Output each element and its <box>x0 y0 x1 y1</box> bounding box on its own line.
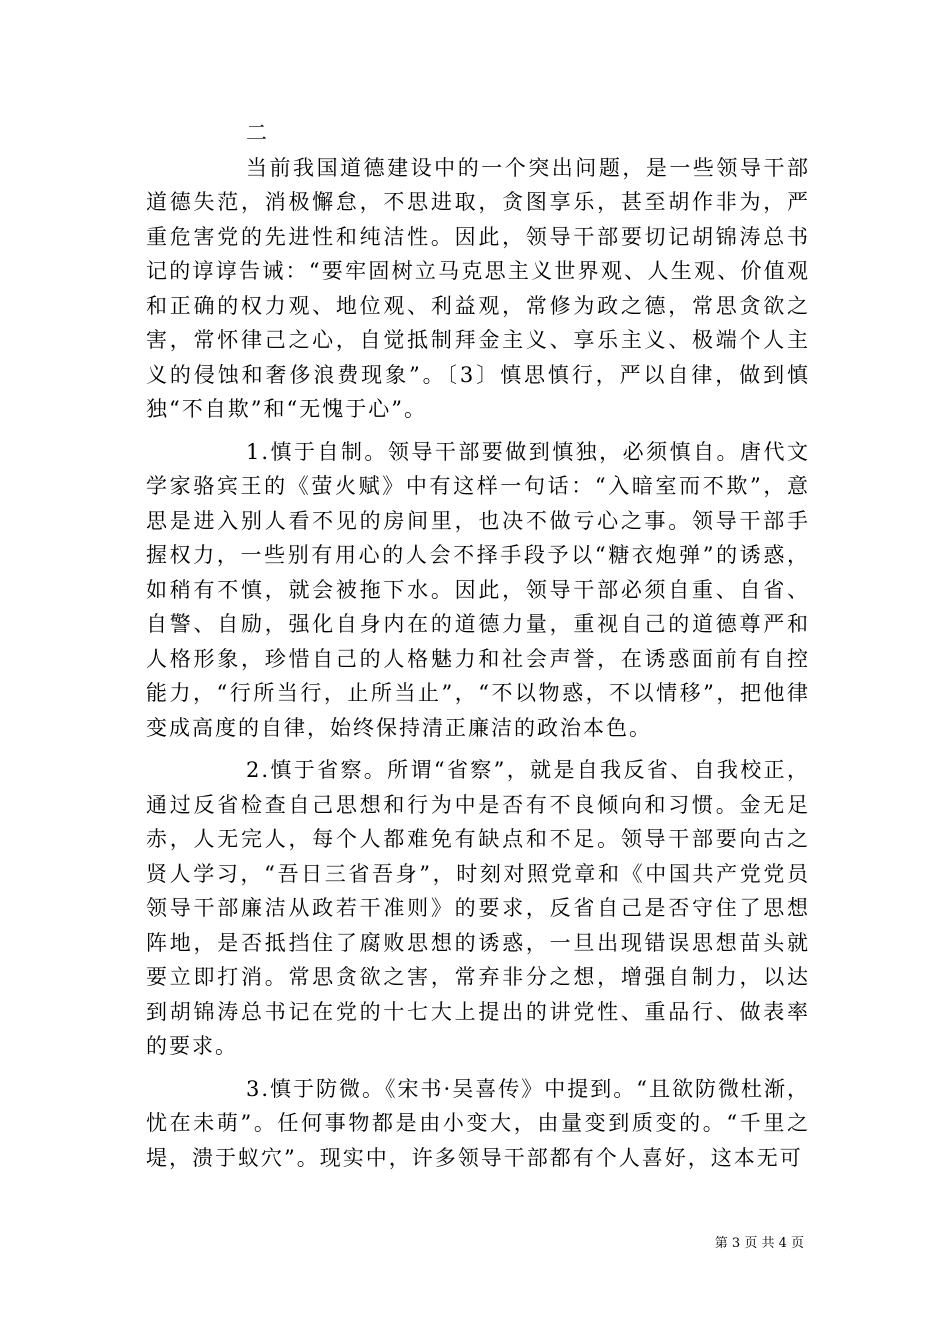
paragraph-prevention: 3.慎于防微。《宋书·吴喜传》中提到。“且欲防微杜渐，忧在未萌”。任何事物都是由小变大，由量变到质变的。“千里之堤，溃于蚁穴”。现实中，许多领导干部都有个人喜好，这本无可 <box>146 1076 810 1170</box>
document-body <box>146 116 810 1183</box>
page-number-footer: 第 3 页 共 4 页 <box>714 1236 804 1251</box>
paragraph-intro: 当前我国道德建设中的一个突出问题，是一些领导干部道德失范，消极懈怠，不思进取，贪图享乐，甚至胡作非为，严重危害党的先进性和纯洁性。因此，领导干部要切记胡锦涛总书记的谆谆告诫：“要牢固树立马克思主义世界观、人生观、价值观和正确的权力观、地位观、利益观，常修为政之德，常思贪欲之害，常怀律己之心，自觉抵制拜金主义、享乐主义、极端个人主义的侵蚀和奢侈浪费现象”。〔3〕慎思慎行，严以自律，做到慎独“不自欺”和“无愧于心”。 <box>146 155 810 421</box>
paragraph-self-control: 1.慎于自制。领导干部要做到慎独，必须慎自。唐代文学家骆宾王的《萤火赋》中有这样一句话：“入暗室而不欺”，意思是进入别人看不见的房间里，也决不做亏心之事。领导干部手握权力，一些别有用心的人会不择手段予以“糖衣炮弹”的诱惑，如稍有不慎，就会被拖下水。因此，领导干部必须自重、自省、自警、自励，强化自身内在的道德力量，重视自己的道德尊严和人格形象，珍惜自己的人格魅力和社会声誉，在诱惑面前有自控能力，“行所当行，止所当止”，“不以物惑，不以情移”，把他律变成高度的自律，始终保持清正廉洁的政治本色。 <box>146 439 810 740</box>
paragraph-self-examination: 2.慎于省察。所谓“省察”，就是自我反省、自我校正，通过反省检查自己思想和行为中是否有不良倾向和习惯。金无足赤，人无完人，每个人都难免有缺点和不足。领导干部要向古之贤人学习，“吾日三省吾身”，时刻对照党章和《中国共产党党员领导干部廉洁从政若干准则》的要求，反省自己是否守住了思想阵地，是否抵挡住了腐败思想的诱惑，一旦出现错误思想苗头就要立即打消。常思贪欲之害，常弃非分之想，增强自制力，以达到胡锦涛总书记在党的十七大上提出的讲党性、重品行、做表率的要求。 <box>146 758 810 1058</box>
section-heading: 二 <box>246 121 269 145</box>
